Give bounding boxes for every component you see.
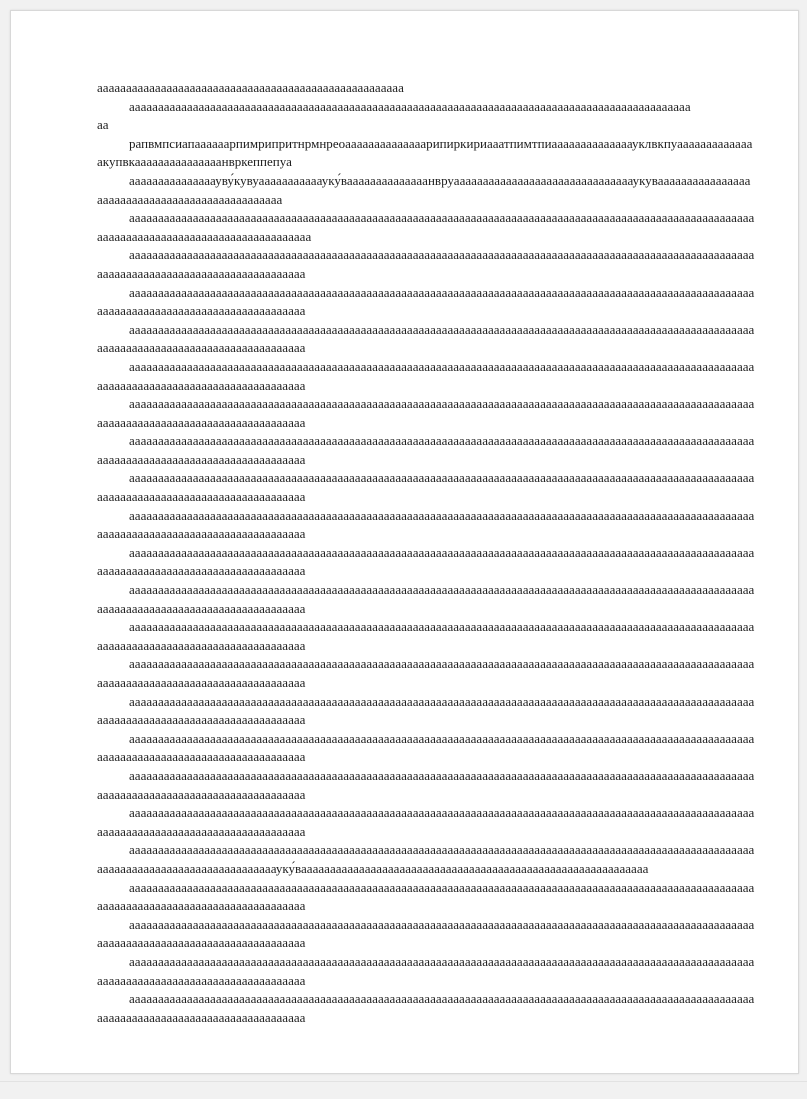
paragraph: аааааааааааааааааааааааааааааааааааааааааааааааааааааааааааааааааааааааааааааааааааааааааааааааааааааааааааааааааааааааааааааааааааааааааааааааа	[97, 433, 755, 467]
paragraph: аааааааааааааааааааааааааааааааааааааааааааааааааааааааааааааааааааааааааааааааааааааааааааааааааааааааааааааааааааааааааааааааааааааааааааааааа	[97, 916, 755, 951]
document-page	[10, 10, 799, 1074]
paragraph: аааааааааааааааааааааааааааааааааааааааааааааааааааааааааааааааааааааааааааааааааааааааааааааааааааааааааааааааааааааааааааааааааааааааааааааааа	[97, 321, 755, 356]
paragraph: аааааааааааааааааааааааааааааааааааааааааааааааааааааааааааааааааааааааааааааааааааааааааааааааааааааааааааааааааааааааааааааааааааааааааааааааа	[97, 879, 755, 914]
paragraph: аааааааааааааааааааааааааааааааааааааааааааааааааааааааааааааааааааааааааааааааааааааааааааааааааааааааааааааааааааааааааааааааааааааааааааааааа	[97, 470, 755, 505]
document-text-body[interactable]	[11, 11, 798, 1027]
paragraph: аааааааааааааааааааааааааааааааааааааааааааааааааааааааааааааааааааааааааааааааааааааааааааааааааааааааааааааааааааааааааааааааааааааааааааааааа	[97, 991, 755, 1025]
paragraph: аааааааааааааааааааааааааааааааааааааааааааааааааааааааааааааааааааааааааааааааааааааааааааааааааааааааааааааааааааааааааааааааааааааааааааааааа	[97, 582, 755, 616]
paragraph: аааааааааааааааааааааааааааааааааааааааааааааааааааааааааааааааааааааааааааааааааааааааааааааааааааааааааааааааааааааааааааааааааааааааааааааааа	[97, 953, 755, 988]
paragraph: аа	[97, 117, 109, 133]
paragraph: ааааааааааааааааааааааааааааааааааааааааааааааааааааааааааааааааааааааааааааааааааааааааааааааааааааааааааааааааааааааааааааааааааааааааааааааааа	[97, 210, 755, 244]
left-gutter	[0, 0, 10, 1099]
paragraph: аааааааааааааааааааааааааааааааааааааааааааааааааааааааааааааааааааааааааааааааааааааааааааааааааааааааааааааааааааааааааааааааааааааааааааааааа	[97, 767, 755, 802]
paragraph: аааааааааааааааааааааааааааааааааааааааааааааааааааааааааааааааааааааааааааааааааааааааааааааааааааааааааааааааааааааааааааааааааааааааааааааааа	[97, 396, 755, 430]
paragraph: аааааааааааааааааааааааааааааааааааааааааааааааааааааааааааааааааааааааааааааааааааааааааааааааааааааааааааааааааааааааааааааааааааааааааааааааа	[97, 730, 755, 765]
paragraph: ааааааааааааааааааааааааааааааааааааааааааааааааааааа	[97, 80, 404, 95]
paragraph: аааааааааааааааааааааааааааааааааааааааааааааааааааааааааааааааааааааааааааааааааааааааааааааааааааааааааааааааааааааааааааааааааааааааааааааааа	[97, 619, 755, 653]
paragraph: аааааааааааааааааааааааааааааааааааааааааааааааааааааааааааааааааааааааааааааааааааааааааааааааааааааааааааааааааааааааааааааааааааааааааааааааа	[97, 247, 755, 281]
paragraph: аааааааааааааааааааааааааааааааааааааааааааааааааааааааааааааааааааааааааааааааааааааааааааааааааааааааааааааааааааааааааааааааааааааааааааааааа	[97, 358, 755, 393]
paragraph: аааааааааааааааааааааааааааааааааааааааааааааааааааааааааааааааааааааааааааааааааааааааааааааааааааааааааааааааааааааааааааааааааааааааааааааааа	[97, 693, 755, 728]
paragraph: аааааааааааааааааааааааааааааааааааааааааааааааааааааааааааааааааааааааааааааааааааааааааааааааааааааааааааааааааааааааааааааааааааааааааааааааа	[97, 544, 755, 579]
paragraph: аааааааааааааааааааааааааааааааааааааааааааааааааааааааааааааааааааааааааааааааааааааааааааааааааааааааааааааааааааааааааааааааааааааааааааааааа	[97, 656, 755, 690]
paragraph: ааааааааааааааауву́кувуааааааааааауку́ваааааааааааааанвруаааааааааааааааааааааааааааааааукуваааааааааааааааааааааааааааааааааааааааааааааааа	[97, 172, 751, 207]
paragraph: аааааааааааааааааааааааааааааааааааааааааааааааааааааааааааааааааааааааааааааааааааааааааааааааааааааааааааааааааааааааааааааааааааааааааааааааа	[97, 284, 755, 319]
paragraph: аааааааааааааааааааааааааааааааааааааааааааааааааааааааааааааааааааааааааааааааааааааааааааааааааааааааааааааааааааааааааааааааааааааааааааааааа	[97, 805, 755, 839]
paragraph: рапвмпсиапаааааарпимрипритнрмнреоаааааааааааааарипиркириааатпимтпиаааааааааааааауклвкпуаааааааааааааакупвкааааааааааааааанвркеппепуа	[97, 135, 753, 170]
paragraph: ааааааааааааааааааааааааааааааааааааааааааааааааааааааааааааааааааааааааааааааааааааааааааааааааааааааааааааааааааааааааааааааааааааааааааауку́ваааааааааааааааааааааааааааааааааааааааааааааааааааааааааааа	[97, 842, 755, 876]
paragraph: ааааааааааааааааааааааааааааааааааааааааааааааааааааааааааааааааааааааааааааааааааааааааааааааааа	[129, 98, 691, 114]
status-strip	[0, 1081, 807, 1099]
paragraph: аааааааааааааааааааааааааааааааааааааааааааааааааааааааааааааааааааааааааааааааааааааааааааааааааааааааааааааааааааааааааааааааааааааааааааааааа	[97, 507, 755, 542]
